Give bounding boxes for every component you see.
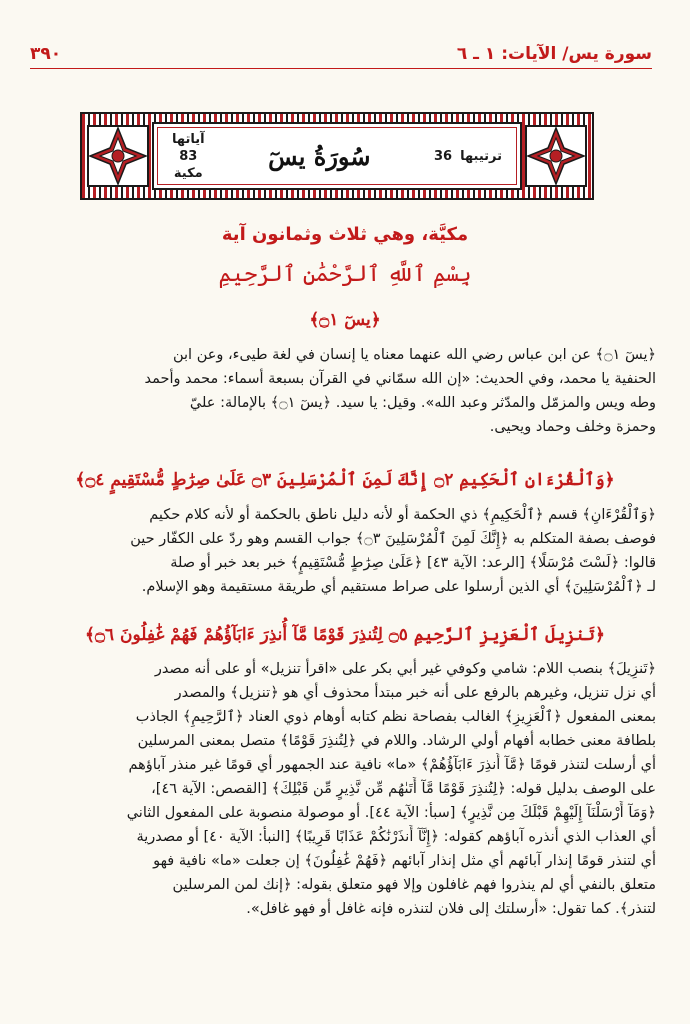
text-line: أي أرسلت لتنذر قومًا ﴿مَّآ أُنذِرَ ءَابَآؤُهُمْ﴾ «ما» نافية عند الجمهور أي قومًا غير منذر آباؤهم xyxy=(128,757,656,773)
text-line: الحنفية يا محمد، وفي الحديث: «إن الله سمّاني في القرآن بسبعة أسماء: محمد وأحمد xyxy=(144,371,656,387)
text-line: بمعنى المفعول ﴿ٱلْعَزِيزِ﴾ الغالب بفصاحة نظم كتابه أوهام ذوي العناد ﴿ٱلرَّحِيمِ﴾ الجاذب xyxy=(135,709,656,725)
page-number: ٣٩٠ xyxy=(30,44,62,64)
text-line: بلطافة معنى خطابه أفهام أولي الرشاد. واللام في ﴿لِتُنذِرَ قَوْمًا﴾ متصل بمعنى المرسلين xyxy=(137,733,656,749)
commentary-paragraph-3 xyxy=(34,657,656,921)
verse-text-1: ﴿يسٓ ۝١﴾ xyxy=(309,310,381,330)
ayat-label: آياتها xyxy=(172,131,205,147)
text-line: ﴿تَنزِيلَ﴾ بنصب اللام: شامي وكوفي غير أبي بكر على «اقرأ تنزيل» أو على أنه مصدر xyxy=(154,661,656,677)
surah-type: مكية xyxy=(173,165,203,181)
order-label: ترتيبها xyxy=(460,148,502,164)
text-line: أي نزل تنزيل، وغيرهم بالرفع على أنه خبر مبتدأ محذوف أي هو ﴿تنزيل﴾ والمصدر xyxy=(174,685,656,701)
surah-title-cartouche xyxy=(80,112,594,200)
order-value: 36 xyxy=(433,148,453,164)
text-line: لتنذر﴾. كما تقول: «أرسلتك إلى فلان لتنذره فإنه غافل أو فهو غافل». xyxy=(246,901,656,917)
commentary-paragraph-1 xyxy=(34,343,656,439)
text-line: ﴿وَٱلْقُرْءَانِ﴾ قسم ﴿ٱلْحَكِيمِ﴾ ذي الحكمة أو لأنه دليل ناطق بالحكمة أو لأنه كلام حكيم xyxy=(149,507,656,523)
header-rule xyxy=(30,68,652,69)
text-line: فوصف بصفة المتكلم به ﴿إِنَّكَ لَمِنَ ٱلْمُرْسَلِينَ ۝٣﴾ جواب القسم وهو ردّ على الكفّار حين xyxy=(130,531,656,547)
surah-name: سُورَةُ يسٓ xyxy=(268,141,371,171)
basmala: بِسْمِ ٱللَّهِ ٱلرَّحْمَٰنِ ٱلرَّحِيمِ xyxy=(218,262,472,287)
text-line: أي لتنذر قومًا إنذار آبائهم أي مثل إنذار آبائهم ﴿فَهُمْ غَٰفِلُونَ﴾ إن جعلت «ما» نافية فهو xyxy=(153,853,656,869)
rosette-ornament-icon xyxy=(86,124,150,188)
surah-meta-heading: مكيَّة، وهي ثلاث وثمانون آية xyxy=(221,224,469,245)
text-line: ﴿يسٓ ۝١﴾ عن ابن عباس رضي الله عنهما معناه يا إنسان في لغة طيىء، وعن ابن xyxy=(172,347,656,363)
text-line: وحمزة وخلف وحماد ويحيى. xyxy=(489,419,656,435)
commentary-paragraph-2 xyxy=(34,503,656,599)
text-line: على الوصف بدليل قوله: ﴿لِتُنذِرَ قَوْمًا مَّآ أَتَىٰهُم مِّن نَّذِيرٍ مِّن قَبْلِكَ﴾ [القصص: الآية ٤٦]، xyxy=(151,781,656,797)
text-line: متعلق بالنفي أي لم ينذروا فهم غافلون وإلا فهو متعلق بقوله: ﴿إنك لمن المرسلين xyxy=(172,877,656,893)
text-line: قالوا: ﴿لَسْتَ مُرْسَلًا﴾ [الرعد: الآية ٤٣] ﴿عَلَىٰ صِرَٰطٍ مُّسْتَقِيمٍ﴾ خبر بعد خبر أو صلة xyxy=(170,555,656,571)
cartouche-content xyxy=(160,126,514,186)
text-line: لـ ﴿ٱلْمُرْسَلِينَ﴾ أي الذين أرسلوا على صراط مستقيم أي طريقة مستقيمة وهو الإسلام. xyxy=(141,579,656,595)
surah-info xyxy=(172,131,205,182)
ayat-value: 83 xyxy=(179,148,198,164)
section-title: سورة يس/ الآيات: ١ ـ ٦ xyxy=(456,44,652,64)
verse-text-2: ﴿وَٱلْقُرْءَانِ ٱلْحَكِيمِ ۝٢ إِنَّكَ لَمِنَ ٱلْمُرْسَلِينَ ۝٣ عَلَىٰ صِرَٰطٍ مُّسْتَقِيمٍ ۝٤﴾ xyxy=(75,470,615,490)
surah-order xyxy=(434,149,502,164)
verse-text-3: ﴿تَنزِيلَ ٱلْعَزِيزِ ٱلرَّحِيمِ ۝٥ لِتُنذِرَ قَوْمًا مَّآ أُنذِرَ ءَابَآؤُهُمْ فَهُمْ غَٰفِلُونَ ۝٦﴾ xyxy=(85,625,605,645)
running-header xyxy=(30,36,652,64)
rosette-ornament-icon xyxy=(524,124,588,188)
text-line: أي العذاب الذي أنذره آباؤهم كقوله: ﴿إِنَّآ أَنذَرْنَٰكُمْ عَذَابًا قَرِيبًا﴾ [النبأ: الآية ٤٠] أو مصدرية xyxy=(136,829,656,845)
text-line: ﴿وَمَآ أَرْسَلْنَآ إِلَيْهِمْ قَبْلَكَ مِن نَّذِيرٍ﴾ [سبأ: الآية ٤٤]. أو موصولة منصوبة على المفعول الثاني xyxy=(126,805,656,821)
text-line: وطه ويس والمزمّل والمدّثر وعبد الله». وقيل: يا سيد. ﴿يسٓ ۝١﴾ بالإمالة: عليّ xyxy=(189,395,656,411)
